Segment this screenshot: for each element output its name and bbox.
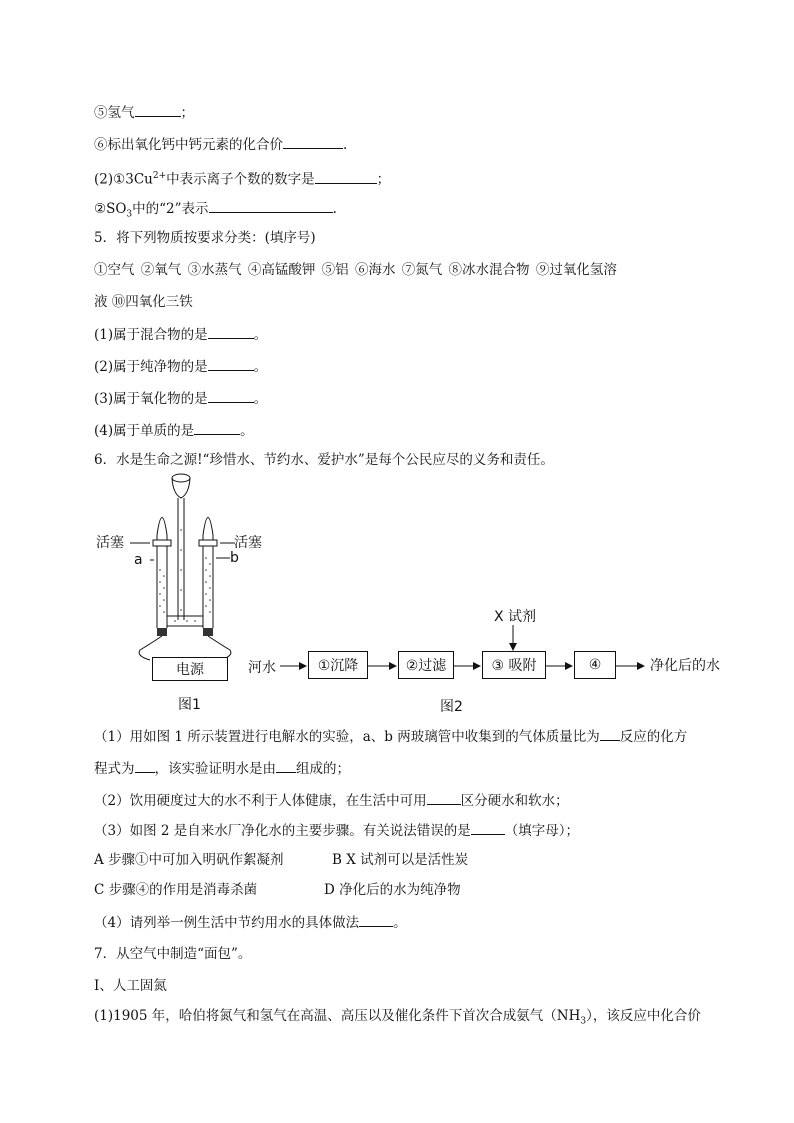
q6-part1-cont bbox=[94, 758, 350, 779]
power-source: 电源 bbox=[152, 657, 228, 681]
step-sedimentation: ①沉降 bbox=[308, 651, 368, 679]
line-text: （填字母）； bbox=[504, 823, 580, 839]
q5-part4 bbox=[94, 420, 254, 441]
line-hydrogen bbox=[94, 102, 194, 123]
q6-part1 bbox=[94, 726, 687, 747]
line-text: 区分硬水和软水； bbox=[460, 793, 569, 809]
answer-blank[interactable] bbox=[208, 324, 254, 339]
q5-part3 bbox=[94, 388, 267, 409]
q6-part2 bbox=[94, 790, 569, 811]
option-d: D 净化后的水为纯净物 bbox=[324, 882, 461, 898]
answer-blank[interactable] bbox=[135, 758, 155, 773]
step-4: ④ bbox=[574, 651, 616, 679]
option-b: B X 试剂可以是活性炭 bbox=[332, 852, 469, 868]
line-cu-ion bbox=[94, 166, 390, 190]
answer-blank[interactable] bbox=[600, 726, 620, 741]
line-text: 反应的化方 bbox=[619, 729, 688, 745]
question-5: 5．将下列物质按要求分类：(填序号) bbox=[94, 230, 316, 246]
funnel-top bbox=[172, 474, 190, 482]
line-text: 中表示离子个数的数字是 bbox=[166, 171, 315, 188]
line-text: （3）如图 2 是自来水厂净化水的主要步骤。有关说法错误的是 bbox=[94, 823, 471, 839]
tube-a-label: a bbox=[134, 552, 143, 568]
answer-blank[interactable] bbox=[427, 790, 461, 805]
figure-2-caption: 图2 bbox=[440, 699, 463, 715]
answer-blank[interactable] bbox=[315, 169, 377, 184]
answer-blank[interactable] bbox=[135, 102, 181, 117]
x-reagent-label: X 试剂 bbox=[494, 609, 537, 625]
question-7-section-i: I、人工固氮 bbox=[94, 978, 167, 994]
line-text: (2)①3Cu bbox=[94, 171, 153, 188]
answer-blank[interactable] bbox=[194, 420, 240, 435]
line-text: (1)1905 年，哈伯将氮气和氢气在高温、高压以及催化条件下首次合成氨气（NH bbox=[94, 1008, 581, 1024]
answer-blank[interactable] bbox=[208, 388, 254, 403]
answer-blank[interactable] bbox=[208, 356, 254, 371]
line-text: （2）饮用硬度过大的水不利于人体健康，在生活中可用 bbox=[94, 793, 427, 809]
line-calcium-valence bbox=[94, 134, 347, 155]
step-adsorption: ③ 吸附 bbox=[482, 651, 546, 679]
line-text: （1）用如图 1 所示装置进行电解水的实验，a、b 两玻璃管中收集到的气体质量比为 bbox=[94, 729, 600, 745]
valve-left-label: 活塞 bbox=[96, 535, 124, 551]
q5-part1 bbox=[94, 324, 267, 345]
answer-blank[interactable] bbox=[471, 820, 505, 835]
punct: ； bbox=[376, 171, 391, 188]
answer-blank[interactable] bbox=[209, 198, 333, 213]
valve-left[interactable] bbox=[153, 540, 171, 546]
punct: 。 bbox=[253, 359, 268, 375]
subscript: 3 bbox=[126, 209, 133, 220]
line-text: ⑥标出氧化钙中钙元素的化合价 bbox=[94, 137, 283, 153]
q7-part1 bbox=[94, 1006, 701, 1032]
punct: . bbox=[343, 137, 348, 153]
subscript: 3 bbox=[580, 1016, 587, 1027]
valve-right[interactable] bbox=[199, 540, 217, 546]
line-text: 。 bbox=[393, 915, 407, 931]
river-water-label: 河水 bbox=[248, 660, 276, 676]
q6-part3 bbox=[94, 820, 579, 841]
punct: 。 bbox=[253, 327, 268, 343]
punct: ； bbox=[180, 105, 194, 121]
line-text: 组成的； bbox=[296, 761, 350, 777]
line-text: （4）请列举一例生活中节约用水的具体做法 bbox=[94, 915, 360, 931]
tube-b-label: b bbox=[230, 550, 239, 566]
line-text: ②SO bbox=[94, 201, 127, 217]
line-text: (1)属于混合物的是 bbox=[94, 327, 208, 343]
line-text: 程式为 bbox=[94, 761, 135, 777]
q6-part4 bbox=[94, 912, 407, 933]
figure-1-caption: 图1 bbox=[178, 697, 201, 713]
option-c: C 步骤④的作用是消毒杀菌 bbox=[94, 882, 258, 898]
answer-blank[interactable] bbox=[276, 758, 296, 773]
punct: 。 bbox=[253, 391, 268, 407]
option-a: A 步骤①中可加入明矾作絮凝剂 bbox=[94, 852, 284, 868]
answer-blank[interactable] bbox=[283, 134, 343, 149]
electrode-right bbox=[203, 628, 213, 636]
q5-part2 bbox=[94, 356, 267, 377]
line-text: (4)属于单质的是 bbox=[94, 423, 195, 439]
question-5-items-cont: 液 ⑩四氧化三铁 bbox=[94, 294, 193, 310]
question-7: 7．从空气中制造“面包”。 bbox=[94, 946, 252, 962]
answer-blank[interactable] bbox=[359, 912, 393, 927]
line-text: (3)属于氧化物的是 bbox=[94, 391, 208, 407]
question-6: 6．水是生命之源!“珍惜水、节约水、爱护水”是每个公民应尽的义务和责任。 bbox=[94, 452, 554, 468]
step-filtration: ②过滤 bbox=[398, 651, 454, 679]
superscript: 2+ bbox=[152, 171, 167, 181]
line-text: ，该实验证明水是由 bbox=[154, 761, 276, 777]
purified-water-label: 净化后的水 bbox=[650, 658, 720, 674]
punct: 。 bbox=[240, 423, 254, 439]
line-text: 中的“2”表示 bbox=[132, 201, 209, 217]
line-text: (2)属于纯净物的是 bbox=[94, 359, 208, 375]
question-5-items: ①空气 ②氧气 ③水蒸气 ④高锰酸钾 ⑤铝 ⑥海水 ⑦氮气 ⑧冰水混合物 ⑨过氧化氢溶 bbox=[94, 262, 617, 278]
line-text: ），该反应中化合价 bbox=[586, 1008, 701, 1024]
electrode-left bbox=[157, 628, 167, 636]
line-so3 bbox=[94, 198, 337, 225]
punct: . bbox=[332, 201, 337, 217]
line-hydrogen-text: ⑤氢气 bbox=[94, 105, 135, 121]
valve-right-label: 活塞 bbox=[234, 535, 262, 551]
